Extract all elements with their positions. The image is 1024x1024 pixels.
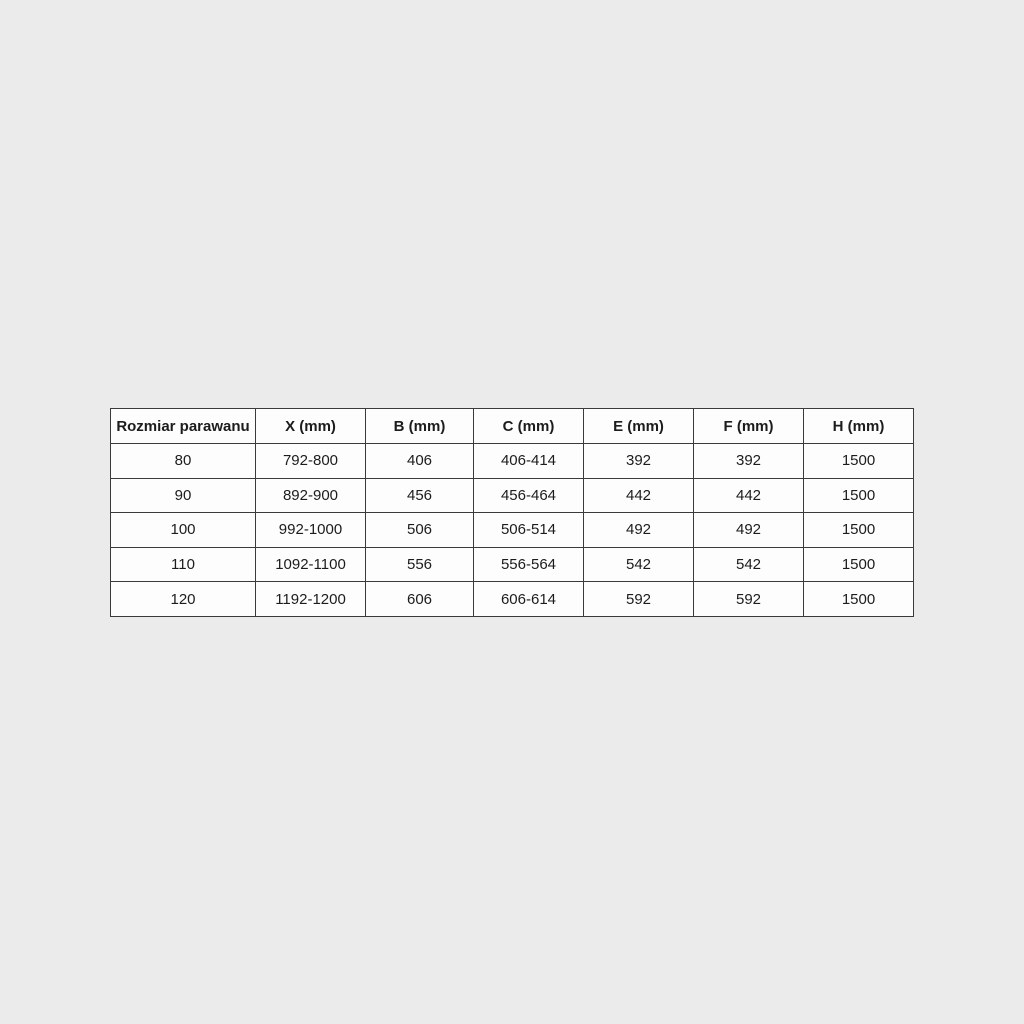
table-cell: 406: [366, 444, 474, 479]
table-cell: 100: [111, 513, 256, 548]
table-cell: 456-464: [474, 478, 584, 513]
table-row: [111, 547, 914, 582]
column-header: X (mm): [256, 409, 366, 444]
table-cell: 1192-1200: [256, 582, 366, 617]
table-cell: 506-514: [474, 513, 584, 548]
table-cell: 80: [111, 444, 256, 479]
table-cell: 556-564: [474, 547, 584, 582]
table-cell: 992-1000: [256, 513, 366, 548]
table-cell: 1500: [804, 582, 914, 617]
table-cell: 1092-1100: [256, 547, 366, 582]
table-cell: 406-414: [474, 444, 584, 479]
table-cell: 506: [366, 513, 474, 548]
table-row: [111, 582, 914, 617]
table-cell: 90: [111, 478, 256, 513]
table-cell: 392: [694, 444, 804, 479]
size-spec-table: [110, 408, 914, 617]
table-row: [111, 513, 914, 548]
column-header: E (mm): [584, 409, 694, 444]
table-cell: 1500: [804, 478, 914, 513]
table-cell: 592: [584, 582, 694, 617]
table-cell: 442: [694, 478, 804, 513]
table-cell: 110: [111, 547, 256, 582]
table-cell: 492: [584, 513, 694, 548]
table-cell: 492: [694, 513, 804, 548]
table-cell: 556: [366, 547, 474, 582]
table-cell: 1500: [804, 444, 914, 479]
column-header: C (mm): [474, 409, 584, 444]
table-cell: 542: [584, 547, 694, 582]
table-cell: 392: [584, 444, 694, 479]
size-table-container: [110, 408, 913, 617]
column-header: H (mm): [804, 409, 914, 444]
header-row: [111, 409, 914, 444]
table-cell: 792-800: [256, 444, 366, 479]
table-cell: 592: [694, 582, 804, 617]
table-body: [111, 444, 914, 617]
table-row: [111, 444, 914, 479]
column-header: F (mm): [694, 409, 804, 444]
table-cell: 1500: [804, 547, 914, 582]
column-header: Rozmiar parawanu: [111, 409, 256, 444]
table-cell: 542: [694, 547, 804, 582]
table-cell: 456: [366, 478, 474, 513]
table-cell: 892-900: [256, 478, 366, 513]
column-header: B (mm): [366, 409, 474, 444]
table-cell: 120: [111, 582, 256, 617]
table-cell: 1500: [804, 513, 914, 548]
table-cell: 606-614: [474, 582, 584, 617]
table-cell: 442: [584, 478, 694, 513]
table-row: [111, 478, 914, 513]
table-cell: 606: [366, 582, 474, 617]
